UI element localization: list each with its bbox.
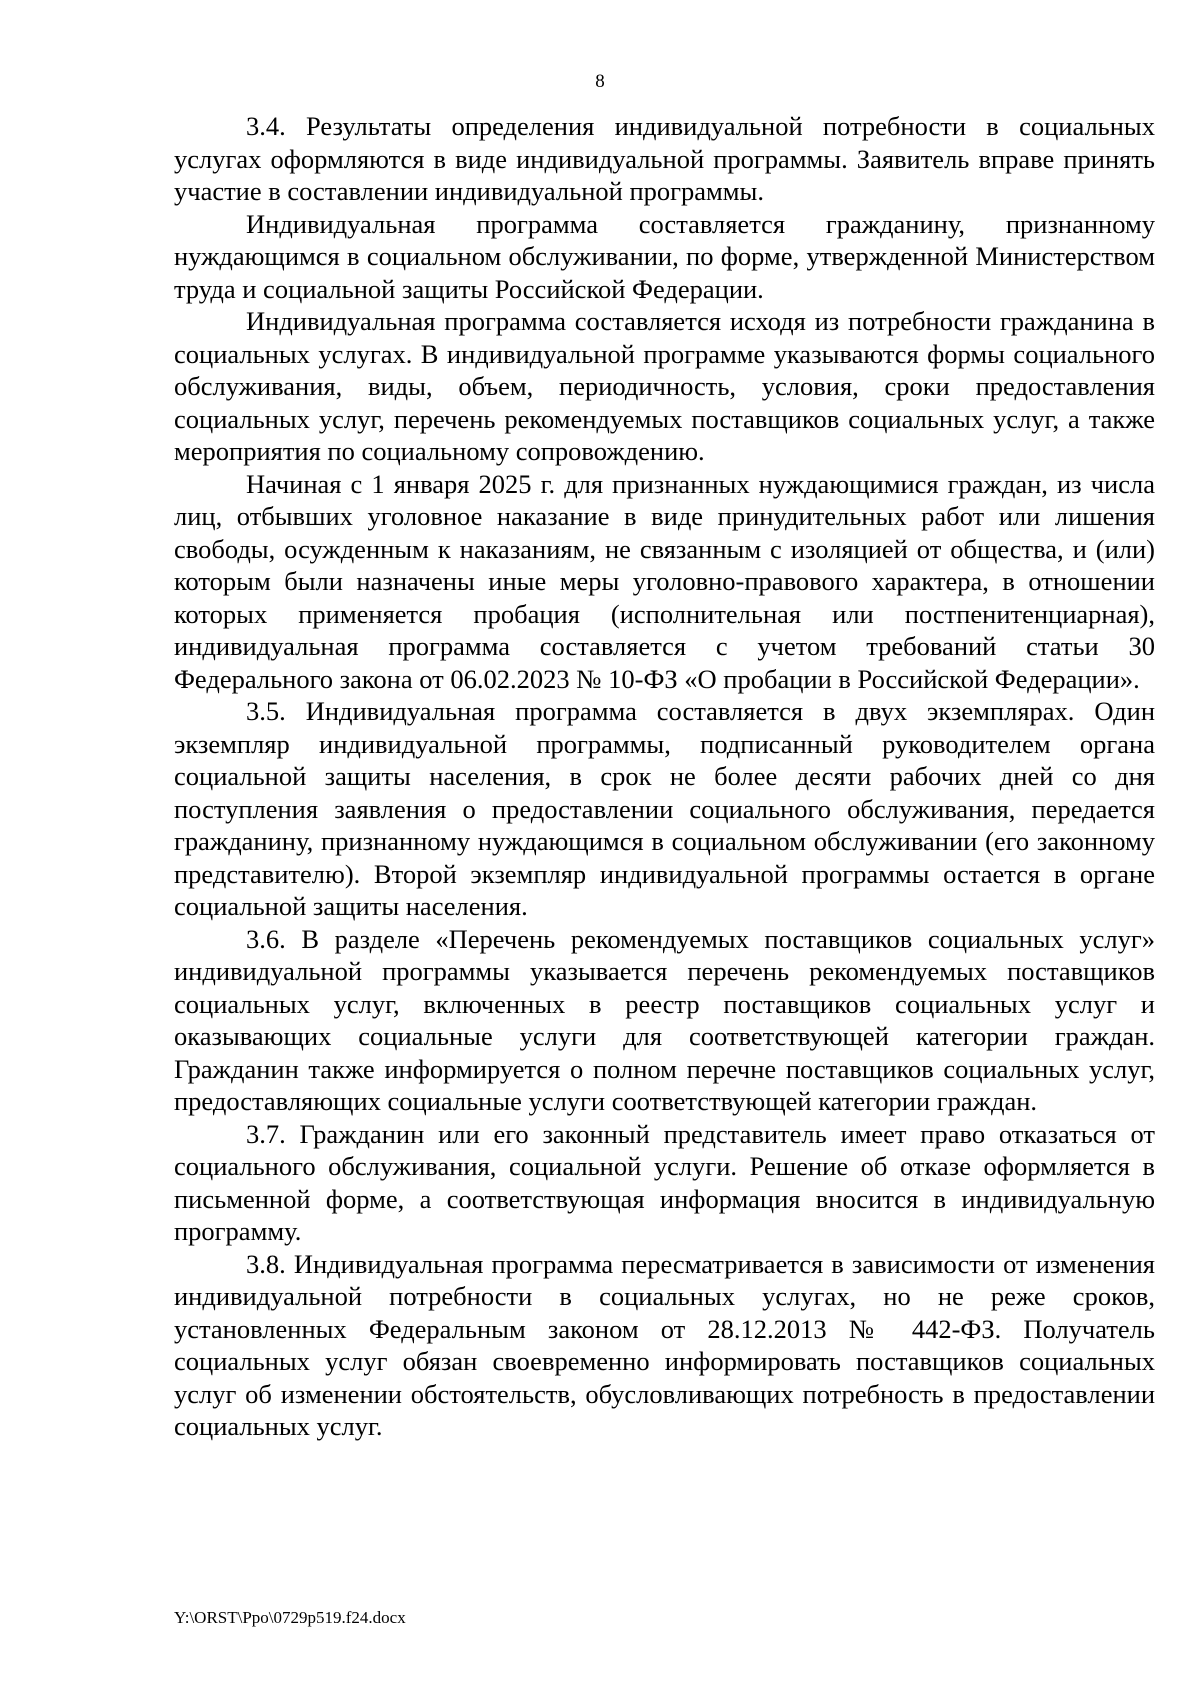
paragraph-probation: Начиная с 1 января 2025 г. для признанных нуждающимися граждан, из числа лиц, отбывших уголовное наказание в виде принудительных работ или лишения свободы, осужденным к наказаниям, не связанным с изоляцией от общества, и (или) которым были назначены иные меры уголовно-правового характера, в отношении которых применяется пробация (исполнительная или постпенитенциарная), индивидуальная программа составляется с учетом требований статьи 30 Федерального закона от 06.02.2023 № 10-ФЗ «О пробации в Российской Федерации». bbox=[174, 468, 1155, 694]
paragraph-3-5: 3.5. Индивидуальная программа составляется в двух экземплярах. Один экземпляр индивидуальной программы, подписанный руководителем органа социальной защиты населения, в срок не более десяти рабочих дней со дня поступления заявления о предоставлении социального обслуживания, передается гражданину, признанному нуждающимся в социальном обслуживании (его законному представителю). Второй экземпляр индивидуальной программы остается в органе социальной защиты населения. bbox=[174, 696, 1155, 921]
paragraph-program-content: Индивидуальная программа составляется исходя из потребности гражданина в социальных услугах. В индивидуальной программе указываются формы социального обслуживания, виды, объем, периодичность, условия, сроки предоставления социальных услуг, перечень рекомендуемых поставщиков социальных услуг, а также мероприятия по социальному сопровождению. bbox=[174, 306, 1155, 466]
paragraph-3-7: 3.7. Гражданин или его законный представитель имеет право отказаться от социального обслуживания, социальной услуги. Решение об отказе оформляется в письменной форме, а соответствующая информация вносится в индивидуальную программу. bbox=[174, 1118, 1155, 1246]
document-body bbox=[174, 110, 1155, 1443]
paragraph-program-form: Индивидуальная программа составляется гражданину, признанному нуждающимся в социальном обслуживании, по форме, утвержденной Министерством труда и социальной защиты Российской Федерации. bbox=[174, 208, 1155, 304]
paragraph-3-4: 3.4. Результаты определения индивидуальной потребности в социальных услугах оформляются в виде индивидуальной программы. Заявитель вправе принять участие в составлении индивидуальной программы. bbox=[174, 111, 1155, 206]
page-number: 8 bbox=[595, 71, 605, 92]
paragraph-3-8: 3.8. Индивидуальная программа пересматривается в зависимости от изменения индивидуальной потребности в социальных услугах, но не реже сроков, установленных Федеральным законом от 28.12.2013 № 442-ФЗ. Получатель социальных услуг обязан своевременно информировать поставщиков социальных услуг об изменении обстоятельств, обусловливающих потребность в предоставлении социальных услуг. bbox=[174, 1248, 1155, 1441]
paragraph-3-6: 3.6. В разделе «Перечень рекомендуемых поставщиков социальных услуг» индивидуальной программы указывается перечень рекомендуемых поставщиков социальных услуг, включенных в реестр поставщиков социальных услуг и оказывающих социальные услуги для соответствующей категории граждан. Гражданин также информируется о полном перечне поставщиков социальных услуг, предоставляющих социальные услуги соответствующей категории граждан. bbox=[174, 923, 1155, 1116]
footer-file-path: Y:\ORST\Ppo\0729p519.f24.docx bbox=[174, 1608, 406, 1627]
